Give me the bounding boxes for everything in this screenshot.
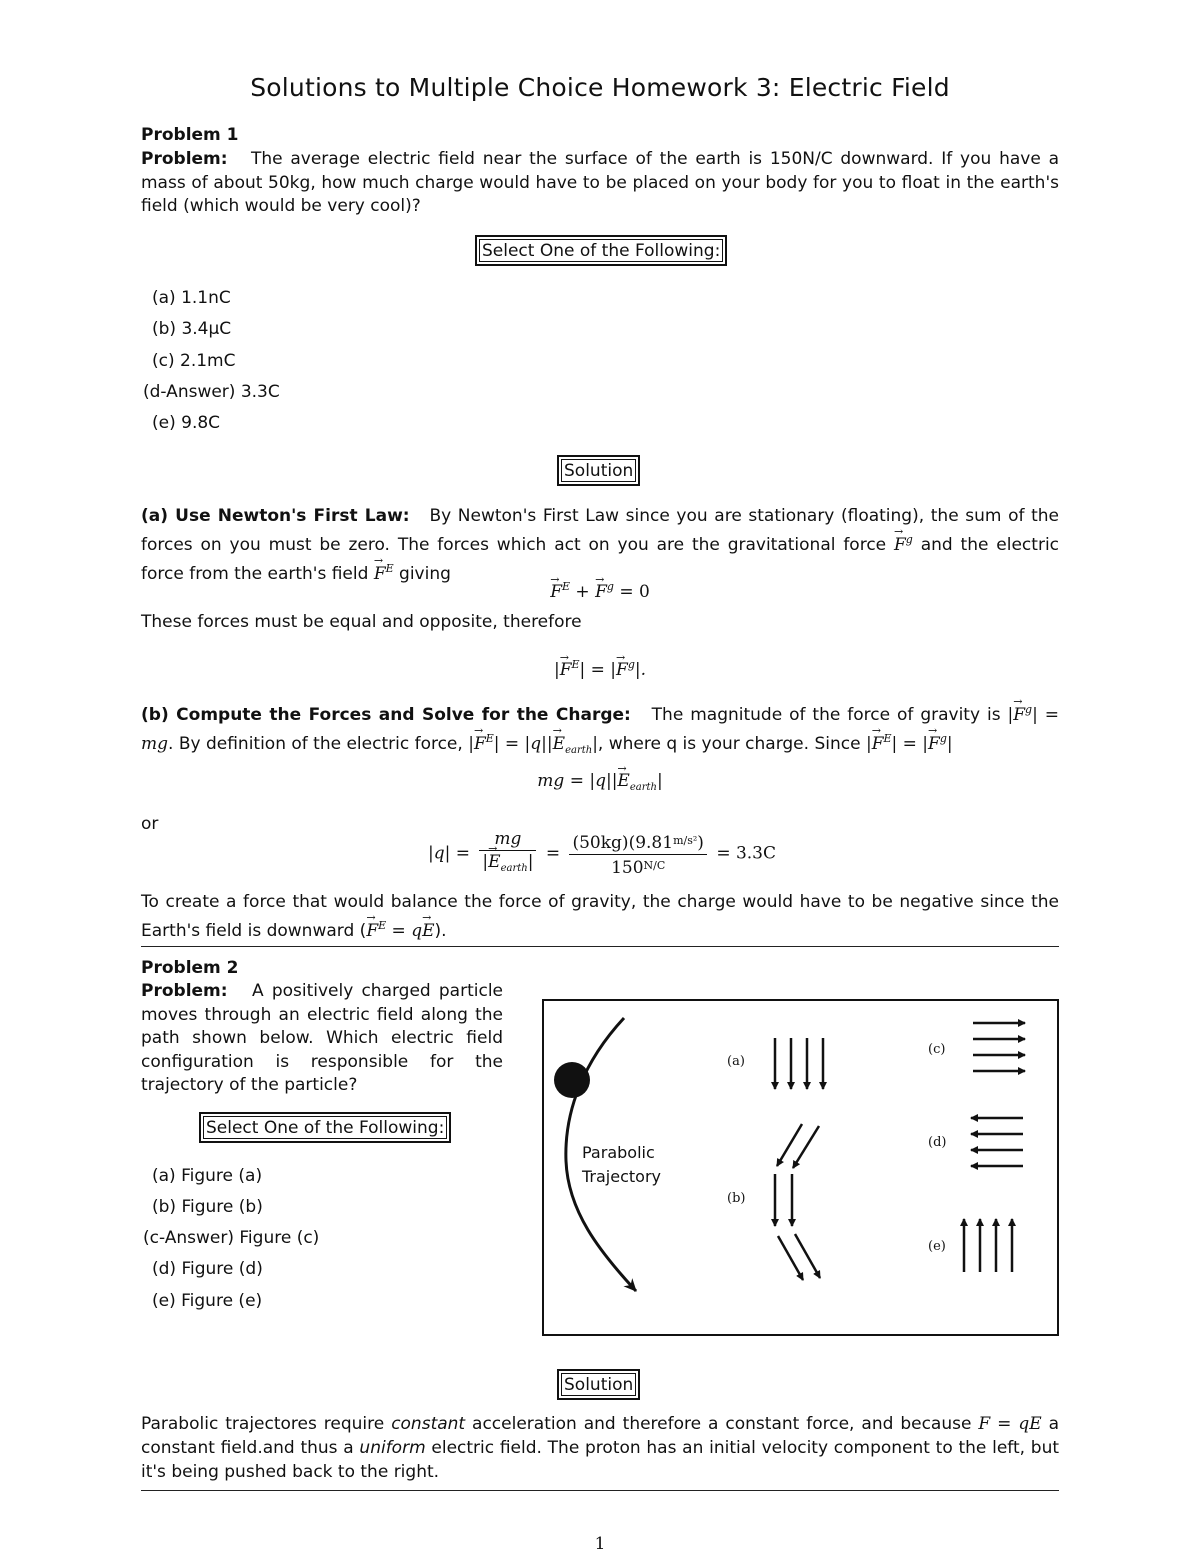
equal-opposite-text: These forces must be equal and opposite, therefore xyxy=(141,612,582,632)
solution-box: Solution xyxy=(557,1369,640,1400)
choice-e: (e) Figure (e) xyxy=(152,1291,263,1311)
figure-label-c: (c) xyxy=(928,1042,946,1057)
or-label: or xyxy=(141,814,159,834)
choice-c: (c) 2.1mC xyxy=(152,351,236,371)
field-e-arrows xyxy=(964,1219,1012,1272)
field-c-arrows xyxy=(973,1023,1025,1071)
choice-a: (a) 1.1nC xyxy=(152,288,231,308)
charged-particle xyxy=(554,1062,590,1098)
page-number: 1 xyxy=(594,1534,606,1554)
select-one-box: Select One of the Following: xyxy=(475,235,727,266)
solution-part-a: (a) Use Newton's First Law: By Newton's First Law since you are stationary (floating), the sum of the forces on you must be zero. The forces which act on you are the gravitational force → $F^g$ and the electric force from the earth's field → $F^E$ giving xyxy=(141,504,1059,586)
problem-2-heading: Problem 2 xyxy=(141,958,239,978)
figure-drawing xyxy=(544,1001,1057,1334)
field-a-arrows xyxy=(775,1038,823,1089)
part-b-heading: (b) Compute the Forces and Solve for the Charge: xyxy=(141,705,631,725)
problem-2-solution: Parabolic trajectores require constant acceleration and therefore a constant force, and because F = qE a constant field.and thus a uniform electric field. The proton has an initial velocity component to the left, but it's being pushed back to the right. xyxy=(141,1414,1060,1482)
field-figure xyxy=(542,999,1059,1336)
choice-a: (a) Figure (a) xyxy=(152,1166,263,1186)
problem-label: Problem: xyxy=(141,981,228,1001)
field-d-arrows xyxy=(971,1118,1023,1166)
figure-label-a: (a) xyxy=(727,1054,745,1069)
problem-1-text xyxy=(141,148,1059,219)
field-b-arrows xyxy=(775,1124,820,1280)
page-title: Solutions to Multiple Choice Homework 3: Electric Field xyxy=(250,73,950,102)
solution-part-b: (b) Compute the Forces and Solve for the Charge: The magnitude of the force of gravity is |→ $F^g|$ = mg. By definition of the electric force, |→ $F^E| = |q||\to E_{earth}|$, where q is your charge. Since |→ $F^E|$ = |→ $F^g|$ xyxy=(141,698,1059,763)
choice-e: (e) 9.8C xyxy=(152,413,221,433)
solution-box: Solution xyxy=(557,455,640,486)
equation-force-sum: → $F^E$ + → $F^g = 0$ xyxy=(141,575,1059,605)
part-a-heading: (a) Use Newton's First Law: xyxy=(141,506,410,526)
equation-mg: mg = $|q||\to E_{earth}|$ xyxy=(141,770,1059,800)
trajectory-label-2: Trajectory xyxy=(582,1167,661,1186)
choice-d-answer: (d-Answer) 3.3C xyxy=(143,382,280,402)
problem-2-text: Problem: A positively charged particle moves through an electric field along the path shown below. Which electric field configuration is responsible for the trajectory of the particle? xyxy=(141,981,503,1095)
closing-text: To create a force that would balance the force of gravity, the charge would have to be negative since the Earth's field is downward (→ $F^E = q\to E$). xyxy=(141,890,1059,943)
choice-d: (d) Figure (d) xyxy=(152,1259,263,1279)
page xyxy=(141,0,1059,1553)
choice-c-answer: (c-Answer) Figure (c) xyxy=(143,1228,320,1248)
equation-charge: |q| = $\frac{mg}{|\to E_{earth}|}$ = $\frac{(50kg)(9.81^{m/s^2})}{150^{N/C}}$ = 3.3C xyxy=(428,828,776,880)
problem-1-body: The average electric field near the surface of the earth is 150N/C downward. If you have a mass of about 50kg, how much charge would have to be placed on your body for you to float in the earth's field (which would be very cool)? xyxy=(141,149,1059,216)
divider xyxy=(141,946,1059,947)
equation-magnitudes: |→ $F^E|$ = |→ $F^g|$. xyxy=(141,653,1059,683)
figure-label-d: (d) xyxy=(928,1135,947,1150)
choice-b: (b) Figure (b) xyxy=(152,1197,263,1217)
problem-label: Problem: xyxy=(141,149,228,169)
figure-label-b: (b) xyxy=(727,1191,746,1206)
problem-1-heading: Problem 1 xyxy=(141,125,239,145)
choice-b: (b) 3.4μC xyxy=(152,319,232,339)
select-one-box: Select One of the Following: xyxy=(199,1112,451,1143)
figure-label-e: (e) xyxy=(928,1239,946,1254)
divider xyxy=(141,1490,1059,1491)
trajectory-label-1: Parabolic xyxy=(582,1143,655,1162)
